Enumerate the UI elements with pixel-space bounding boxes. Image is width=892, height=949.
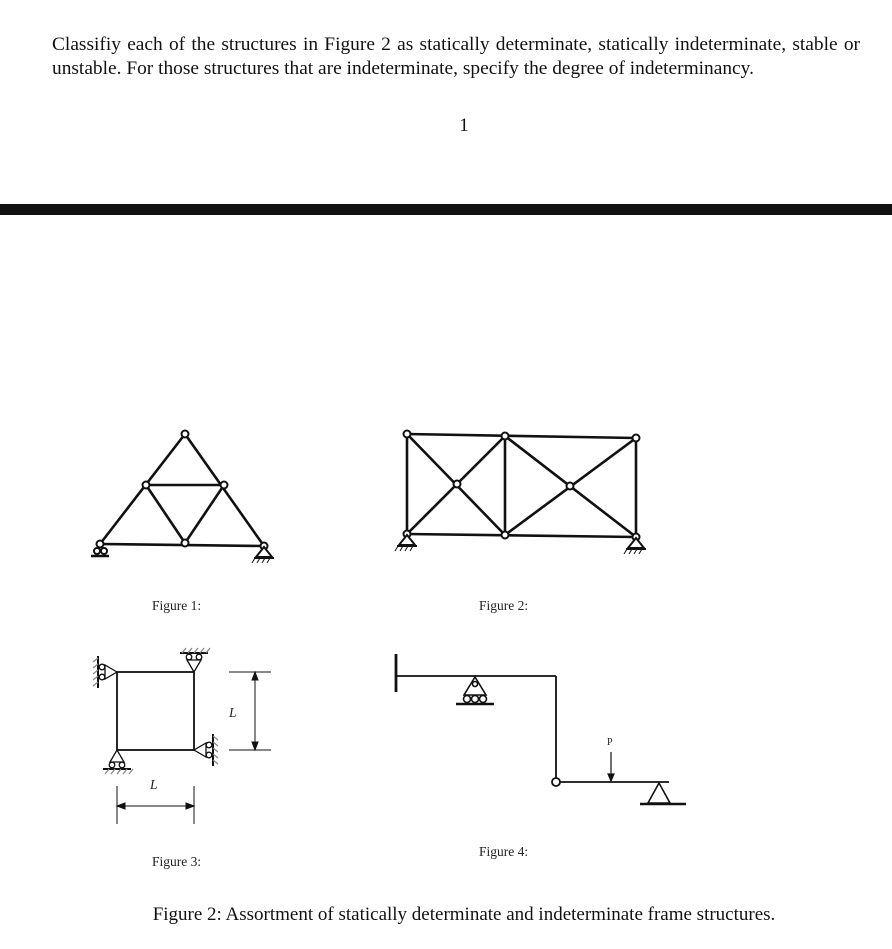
figure-4-frame [396, 654, 669, 786]
page-number: 1 [459, 115, 469, 136]
figure-1-left-roller-support [91, 548, 109, 556]
figure-3-left-roller-support [93, 656, 117, 688]
figure-2-label: Figure 2: [479, 598, 529, 613]
figure-2-right-pin-support [624, 538, 646, 554]
figure-1-label: Figure 1: [152, 598, 202, 613]
figure-2-frame [404, 431, 640, 541]
figure-1-truss [97, 431, 268, 550]
figure-3-right-roller-support [194, 734, 218, 766]
problem-statement: Classifiy each of the structures in Figure 2 as statically determinate, statically indeterminate, stable or unstable. For those structures that are indeterminate, specify the degree of indeterminancy. [52, 34, 860, 79]
figure-4-label: Figure 4: [479, 844, 529, 859]
figure-3-frame [117, 672, 194, 750]
figure-3-vertical-dim-label: L [229, 705, 237, 720]
figure-4-roller-support [456, 677, 494, 704]
figure-2-left-pin-support [395, 535, 417, 551]
figure-caption: Figure 2: Assortment of statically determinate and indeterminate frame structures. [152, 904, 776, 925]
figure-3-bottom-roller-support [103, 750, 133, 774]
figure-4-load-arrow [608, 752, 614, 781]
figure-4-load-label: P [607, 737, 613, 748]
figure-3-horizontal-dim-label: L [150, 777, 158, 792]
figure-4-pin-support [640, 783, 686, 804]
figure-3-label: Figure 3: [152, 854, 202, 869]
figure-3-top-roller-support [180, 648, 210, 672]
figure-1-right-pin-support [252, 547, 274, 563]
